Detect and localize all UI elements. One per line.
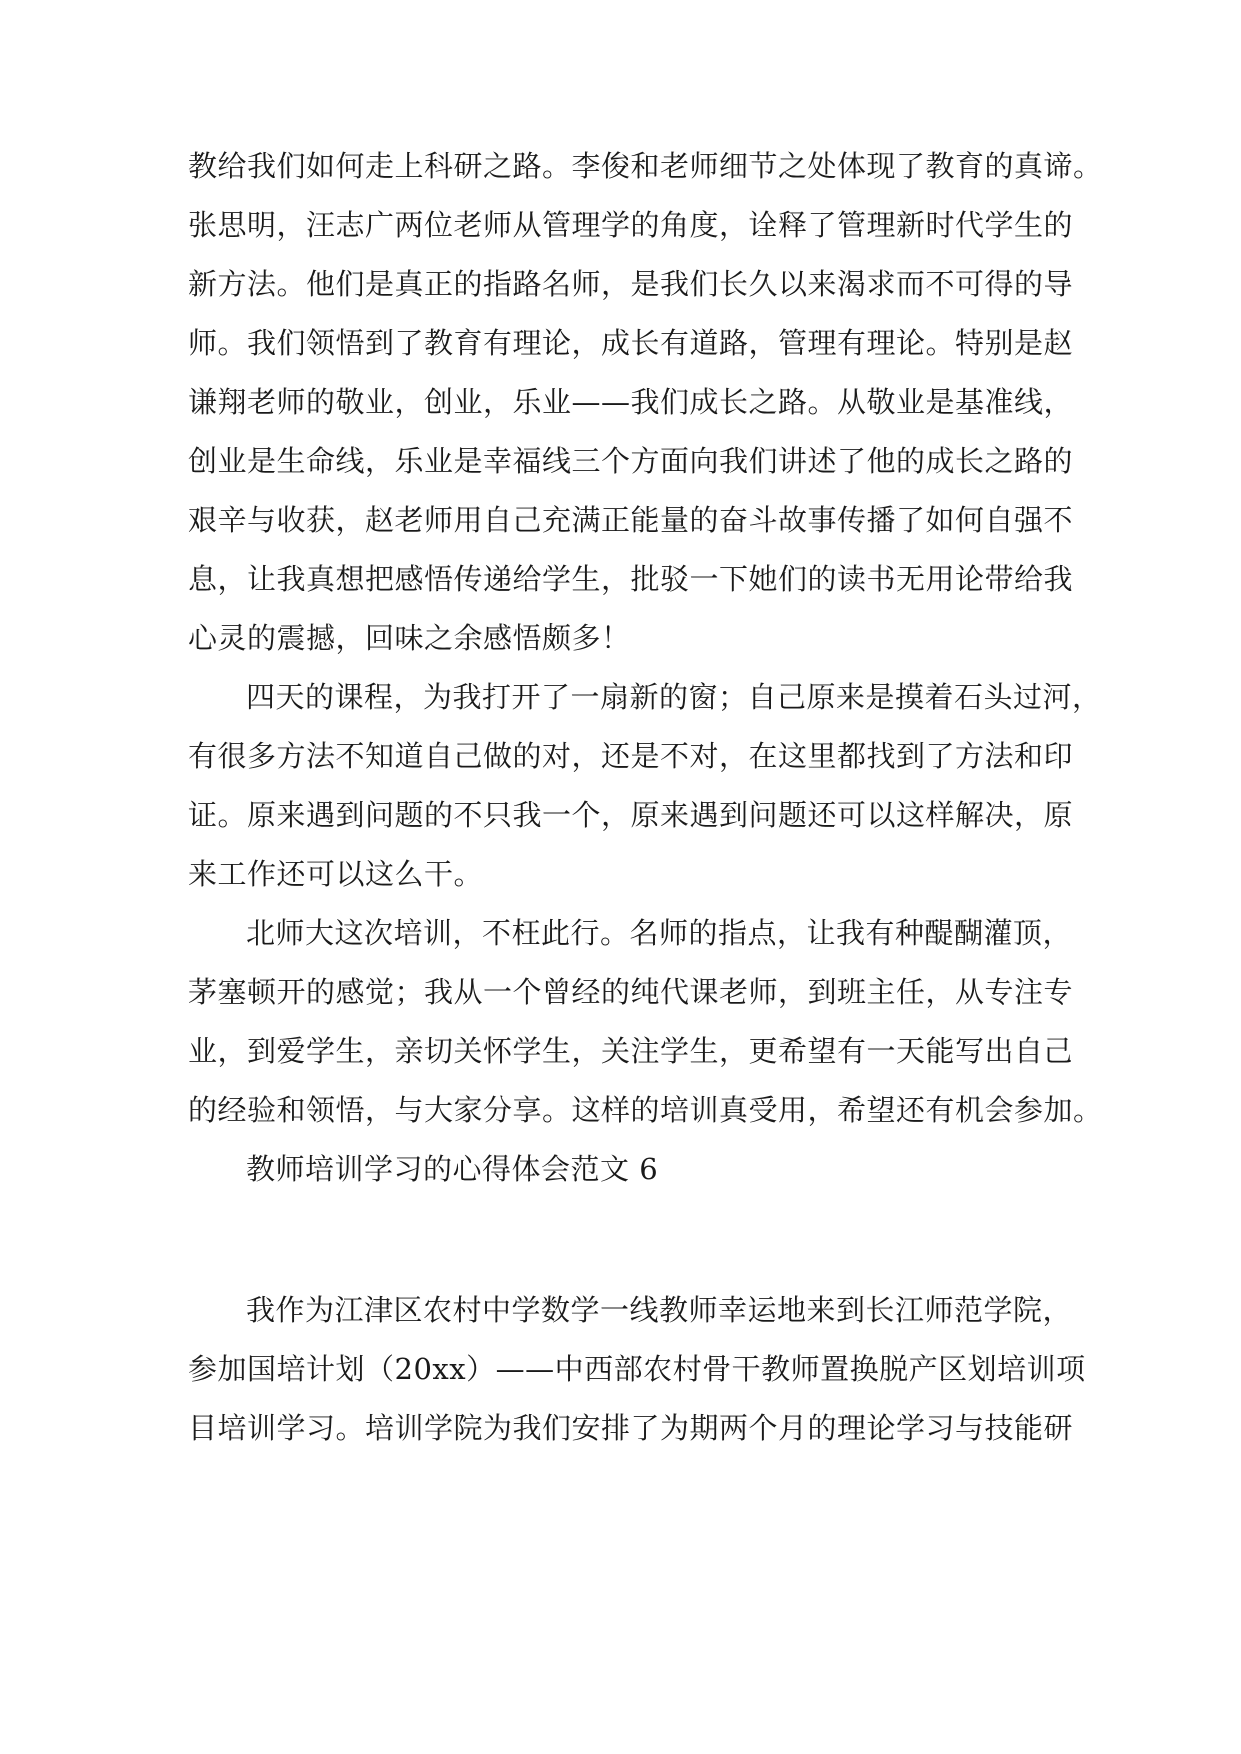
text-line: 业，到爱学生，亲切关怀学生，关注学生，更希望有一天能写出自己: [188, 1034, 1074, 1068]
text-line: 教给我们如何走上科研之路。李俊和老师细节之处体现了教育的真谛。: [188, 149, 1103, 183]
text-line: 北师大这次培训，不枉此行。名师的指点，让我有种醍醐灌顶，: [246, 916, 1073, 950]
text-line: 茅塞顿开的感觉；我从一个曾经的纯代课老师，到班主任，从专注专: [188, 975, 1074, 1009]
text-line: 创业是生命线，乐业是幸福线三个方面向我们讲述了他的成长之路的: [188, 444, 1074, 478]
text-line: 我作为江津区农村中学数学一线教师幸运地来到长江师范学院，: [246, 1293, 1073, 1327]
text-line: 目培训学习。培训学院为我们安排了为期两个月的理论学习与技能研: [188, 1411, 1074, 1445]
text-line: 证。原来遇到问题的不只我一个，原来遇到问题还可以这样解决，原: [188, 798, 1074, 832]
text-line: 艰辛与收获，赵老师用自己充满正能量的奋斗故事传播了如何自强不: [188, 503, 1074, 537]
text-line: 参加国培计划（20xx）——中西部农村骨干教师置换脱产区划培训项: [188, 1352, 1086, 1386]
text-line: 来工作还可以这么干。: [188, 857, 484, 891]
text-line: 的经验和领悟，与大家分享。这样的培训真受用，希望还有机会参加。: [188, 1093, 1103, 1127]
text-line: 心灵的震撼，回味之余感悟颇多！: [188, 621, 631, 655]
text-line: 四天的课程，为我打开了一扇新的窗；自己原来是摸着石头过河，: [246, 680, 1102, 714]
text-line: 息，让我真想把感悟传递给学生，批驳一下她们的读书无用论带给我: [188, 562, 1074, 596]
section-heading: 教师培训学习的心得体会范文 6: [246, 1152, 659, 1186]
text-line: 师。我们领悟到了教育有理论，成长有道路，管理有理论。特别是赵: [188, 326, 1074, 360]
text-line: 张思明，汪志广两位老师从管理学的角度，诠释了管理新时代学生的: [188, 208, 1074, 242]
text-line: 谦翔老师的敬业，创业，乐业——我们成长之路。从敬业是基准线，: [188, 385, 1074, 419]
text-line: 有很多方法不知道自己做的对，还是不对，在这里都找到了方法和印: [188, 739, 1074, 773]
text-line: 新方法。他们是真正的指路名师，是我们长久以来渴求而不可得的导: [188, 267, 1074, 301]
